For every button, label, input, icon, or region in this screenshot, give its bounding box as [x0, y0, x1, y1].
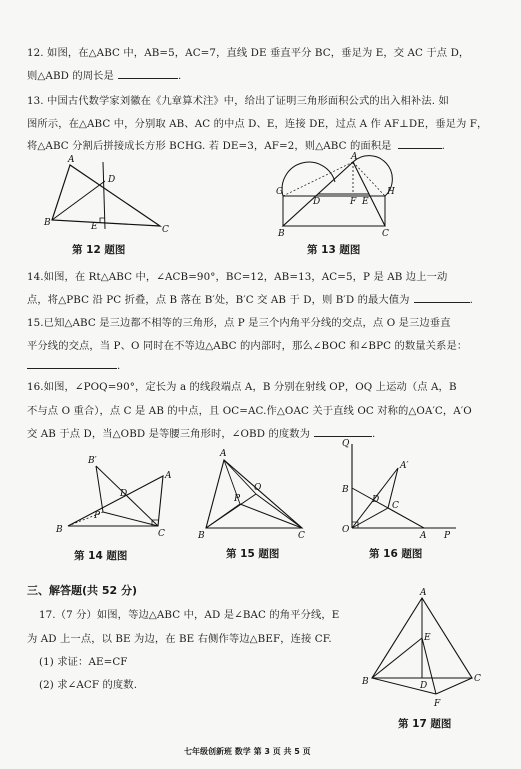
fig16-label-Ap: A′ [400, 461, 409, 471]
figure-12 [42, 156, 172, 240]
q16-line2: 不与点 O 重合），点 C 是 AB 的中点，且 OC=AC.作△OAC 关于直线 OC 对称的△OA′C，A′O [27, 405, 472, 417]
fig17-label-D: D [420, 681, 428, 691]
fig17-label-F: F [434, 699, 441, 709]
q12-line1: 12. 如图，在△ABC 中，AB=5，AC=7，直线 DE 垂直平分 BC，垂足为 E，交 AC 于点 D， [27, 47, 470, 59]
fig16-label-C: C [392, 501, 399, 511]
fig12-label-D: D [108, 175, 116, 185]
q15-line2: 平分线的交点，当 P、O 同时在不等边△ABC 的内部时，那么∠BOC 和∠BPC 的数量关系是： [27, 340, 468, 352]
caption-fig17: 第 17 题图 [398, 718, 452, 730]
fig12-label-B: B [44, 218, 51, 228]
q17-line2: 为 AD 上一点，以 BE 为边，在 BE 右侧作等边△BEF，连接 CF. [27, 633, 332, 645]
fig14-label-D: D [120, 489, 128, 499]
fig16-label-D: D [372, 495, 380, 505]
q13-line2: 图所示，在△ABC 中，分别取 AB、AC 的中点 D、E，连接 DE，过点 A 作 AF⊥DE，垂足为 F， [27, 118, 488, 130]
fig13-label-B: B [278, 229, 285, 239]
caption-fig13: 第 13 题图 [307, 244, 361, 256]
q12-line2: 则△ABD 的周长是 . [27, 70, 182, 82]
fig14-label-A: A [165, 471, 172, 481]
fig13-label-F: F [350, 197, 357, 207]
fig14-label-B: B [56, 525, 63, 535]
figure-16 [338, 438, 468, 547]
fig14-label-C: C [158, 529, 165, 539]
caption-fig15: 第 15 题图 [226, 548, 280, 560]
q13-line3: 将△ABC 分割后拼接成长方形 BCHG. 若 DE=3，AF=2，则△ABC 的面积是 . [27, 140, 445, 152]
fig12-label-E: E [91, 222, 98, 232]
fig16-label-P: P [444, 531, 451, 541]
fig16-label-A: A [420, 531, 427, 541]
fig17-label-E: E [424, 633, 431, 643]
fig15-label-P: P [234, 494, 241, 504]
fig16-label-Q: Q [342, 439, 350, 449]
fig15-label-A: A [220, 449, 227, 459]
fig15-label-B: B [198, 531, 205, 541]
fig17-label-C: C [474, 674, 481, 684]
fig12-label-C: C [162, 225, 169, 235]
fig13-label-C: C [382, 229, 389, 239]
caption-fig12: 第 12 题图 [72, 244, 126, 256]
fig13-label-G: G [276, 187, 284, 197]
fig14-label-Bp: B′ [88, 456, 97, 466]
q14-line2: 点，将△PBC 沿 PC 折叠，点 B 落在 B′处，B′C 交 AB 于 D，则 B′D 的最大值为 . [27, 294, 473, 306]
q16-line1: 16.如图，∠POQ=90°，定长为 a 的线段端点 A，B 分别在射线 OP，OQ 上运动（点 A，B [27, 381, 457, 393]
q15-line1: 15.已知△ABC 是三边都不相等的三角形，点 P 是三个内角平分线的交点，点 O 是三边垂直 [27, 317, 451, 329]
figure-14 [48, 456, 178, 550]
q17-part2: (2) 求∠ACF 的度数. [39, 679, 138, 691]
fig17-label-B: B [362, 677, 369, 687]
q13-line1: 13. 中国古代数学家刘徽在《九章算术注》中，给出了证明三角形面积公式的出入相补法. 如 [27, 95, 449, 107]
caption-fig16: 第 16 题图 [369, 548, 423, 560]
fig17-label-A: A [420, 588, 427, 598]
fig14-label-P: P [94, 511, 101, 521]
fig12-label-A: A [68, 155, 75, 165]
figure-13 [275, 152, 395, 244]
fig13-label-A: A [351, 152, 358, 162]
q16-line3: 交 AB 于点 D，当△OBD 是等腰三角形时，∠OBD 的度数为 . [27, 428, 376, 440]
q17-line1: 17.（7 分）如图，等边△ABC 中，AD 是∠BAC 的角平分线，E [39, 609, 340, 621]
caption-fig14: 第 14 题图 [74, 550, 128, 562]
fig15-label-O: O [254, 483, 262, 493]
q15-answer-blank: . [27, 359, 120, 372]
page-footer: 七年级创新班 数学 第 3 页 共 5 页 [184, 747, 311, 756]
section-heading: 三、解答题(共 52 分) [27, 584, 138, 597]
fig13-label-E: E [362, 197, 369, 207]
fig16-label-B: B [342, 485, 349, 495]
fig13-label-D: D [313, 197, 321, 207]
fig16-label-O: O [342, 525, 350, 535]
q17-part1: (1) 求证：AE=CF [39, 656, 128, 668]
figure-17 [360, 586, 490, 720]
fig15-label-C: C [298, 531, 305, 541]
q14-line1: 14.如图，在 Rt△ABC 中，∠ACB=90°，BC=12，AB=13，AC=5，P 是 AB 边上一动 [27, 271, 448, 283]
fig13-label-H: H [387, 187, 395, 197]
figure-15 [194, 446, 314, 550]
